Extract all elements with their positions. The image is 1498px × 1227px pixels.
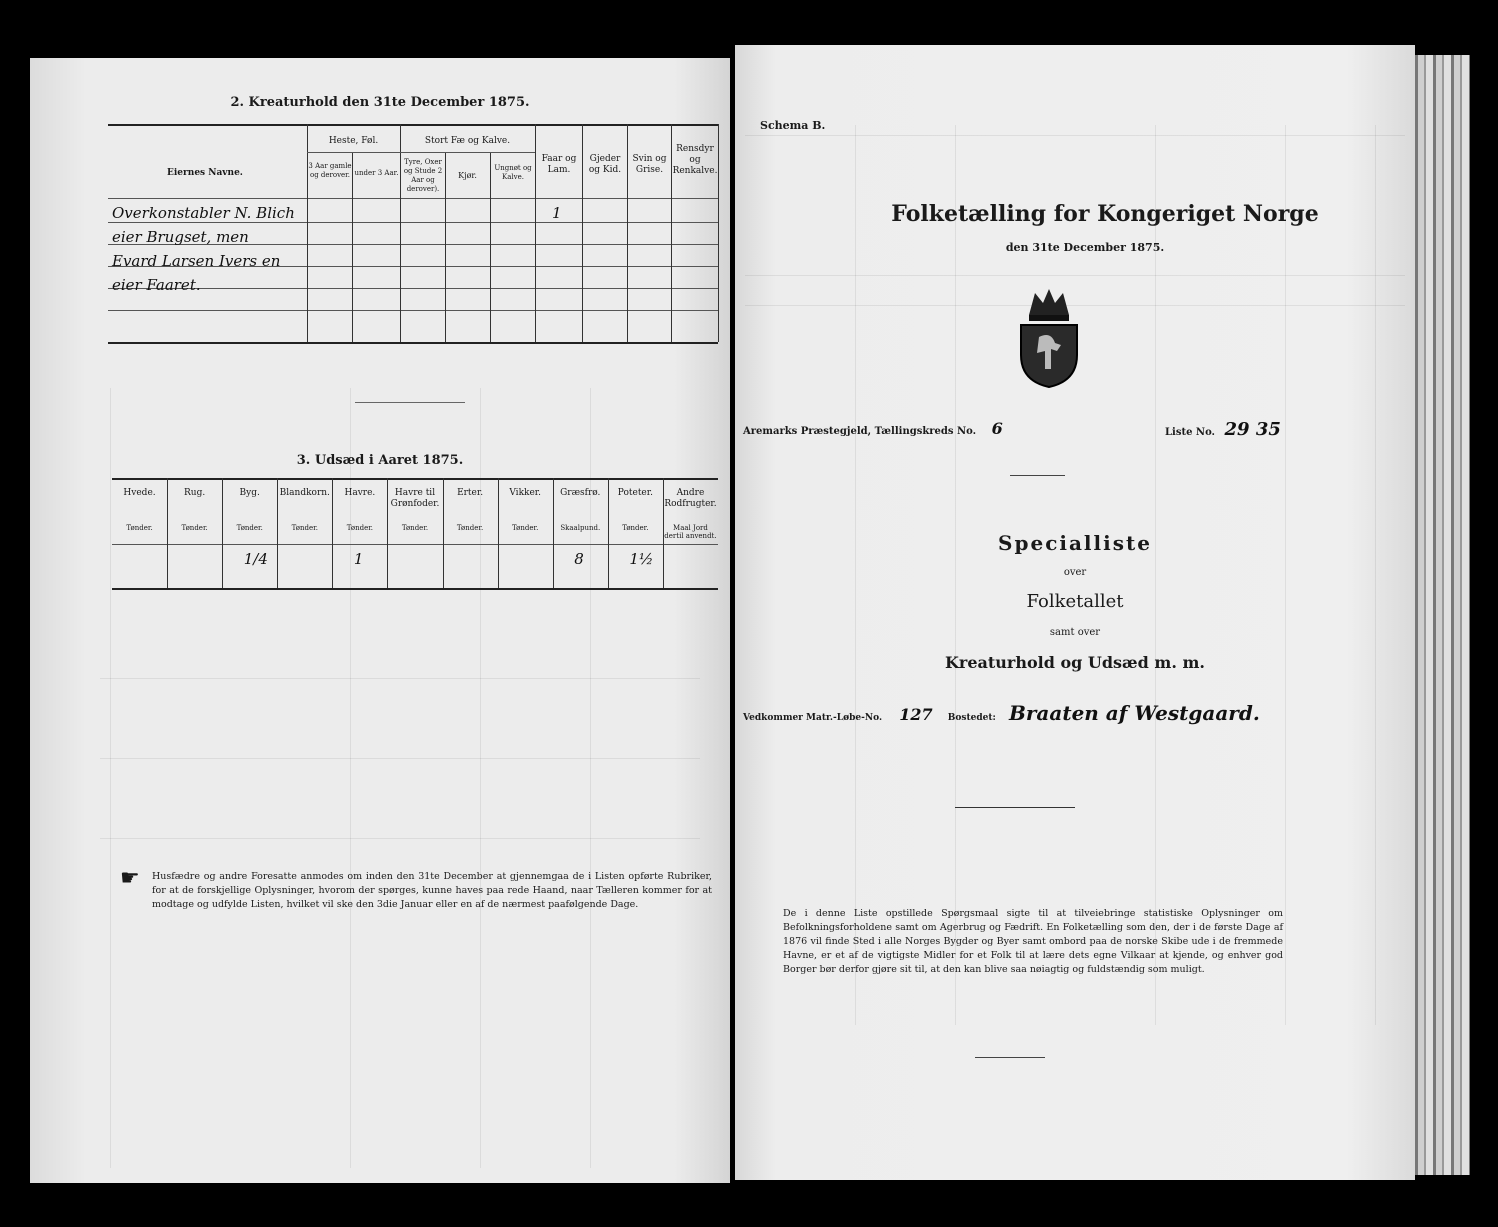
udsaed-unit: Skaalpund. bbox=[560, 524, 601, 532]
udsaed-header: Poteter. bbox=[617, 488, 653, 498]
udsaed-value: 1/4 bbox=[243, 550, 268, 568]
header-cows: Kjør. bbox=[458, 171, 477, 180]
header-owner: Eiernes Navne. bbox=[167, 168, 243, 178]
header-horses: Heste, Føl. bbox=[328, 136, 379, 146]
households-note: Husfædre og andre Foresatte anmodes om inden den 31te December at gjennemgaa de i Listen opførte Rubriker, for at de forskjellige Oplysninger, hvorom der spørges, kunne haves paa rede Haand, naar Tælleren kommer for at modtage og udfylde Listen, hvilket vil ske den 3die Januar eller en af de nærmest paafølgende Dage. bbox=[152, 871, 712, 910]
district-no: 6 bbox=[991, 419, 1003, 438]
udsaed-unit: Tønder. bbox=[126, 524, 153, 532]
udsaed-unit: Maal Jord dertil anvendt. bbox=[664, 524, 717, 540]
udsaed-unit: Tønder. bbox=[181, 524, 208, 532]
header-pigs: Svin og Grise. bbox=[632, 154, 667, 175]
udsaed-header: Græsfrø. bbox=[560, 488, 601, 498]
pointing-hand-icon: ☛ bbox=[120, 866, 140, 891]
bosted-label: Bostedet: bbox=[947, 713, 996, 723]
purpose-footer: De i denne Liste opstillede Spørgsmaal sigte til at tilveiebringe statistiske Oplysninger om Befolkningsforholdene samt om Agerbrug og Fædrift. En Folketælling som den, der i de første Dage af 1876 vil finde Sted i alle Norges Bygder og Byer samt ombord paa de norske Skibe ude i de fremmede Havne, er et af de vigtigste Midler for et Folk til at lære dets egne Vilkaar at kjende, og enhver god Borger bør derfor gjøre sit til, at den kan blive saa nøiagtig og fuldstændig som muligt. bbox=[783, 908, 1283, 975]
samt-over-label: samt over bbox=[1049, 627, 1101, 638]
udsaed-header: Vikker. bbox=[509, 488, 541, 498]
owner-row-4: eier Faaret. bbox=[112, 276, 201, 294]
coat-of-arms-icon bbox=[1011, 285, 1087, 389]
header-young: Ungnøt og Kalve. bbox=[494, 164, 532, 181]
liste-label: Liste No. bbox=[1165, 427, 1216, 438]
census-heading: Folketælling for Kongeriget Norge bbox=[891, 201, 1319, 227]
header-sheep: Faar og Lam. bbox=[541, 154, 577, 175]
header-horses-young: under 3 Aar. bbox=[354, 169, 399, 177]
folketallet-title: Folketallet bbox=[1026, 591, 1124, 612]
header-cattle: Stort Fæ og Kalve. bbox=[424, 136, 511, 146]
udsaed-unit: Tønder. bbox=[512, 524, 539, 532]
udsaed-unit: Tønder. bbox=[456, 524, 484, 532]
matr-line bbox=[743, 701, 1260, 725]
section3-title: 3. Udsæd i Aaret 1875. bbox=[296, 453, 464, 468]
udsaed-value: 1½ bbox=[629, 550, 654, 568]
udsaed-unit: Tønder. bbox=[346, 524, 374, 532]
matr-label: Vedkommer Matr.-Løbe-No. bbox=[743, 713, 883, 723]
udsaed-header: Havre. bbox=[344, 488, 376, 498]
schema-label: Schema B. bbox=[760, 119, 826, 132]
sheep-value: 1 bbox=[552, 204, 562, 222]
udsaed-header: Havre til Grønfoder. bbox=[390, 488, 440, 509]
header-horses-old: 3 Aar gamle og derover. bbox=[308, 162, 352, 179]
udsaed-header: Blandkorn. bbox=[279, 488, 330, 498]
over-label-1: over bbox=[1063, 567, 1087, 578]
udsaed-unit: Tønder. bbox=[236, 524, 263, 532]
matr-value: 127 bbox=[899, 705, 933, 724]
left-page bbox=[30, 58, 730, 1183]
udsaed-header: Hvede. bbox=[123, 488, 156, 498]
kreaturhold-title: Kreaturhold og Udsæd m. m. bbox=[945, 653, 1205, 672]
liste-no: 29 35 bbox=[1224, 419, 1281, 440]
header-bulls: Tyre, Oxer og Stude 2 Aar og derover). bbox=[403, 158, 443, 193]
udsaed-header: Rug. bbox=[184, 488, 206, 498]
header-goats: Gjeder og Kid. bbox=[588, 154, 622, 175]
udsaed-unit: Tønder. bbox=[291, 524, 318, 532]
udsaed-header: Erter. bbox=[457, 488, 484, 498]
owner-row-2: eier Brugset, men bbox=[112, 228, 249, 246]
page-stack-edge bbox=[1415, 55, 1470, 1175]
udsaed-unit: Tønder. bbox=[622, 524, 649, 532]
bosted-value: Braaten af Westgaard. bbox=[1008, 701, 1260, 725]
udsaed-value: 8 bbox=[574, 550, 584, 568]
section2-title: 2. Kreaturhold den 31te December 1875. bbox=[230, 95, 530, 110]
owner-row-1: Overkonstabler N. Blich bbox=[112, 204, 295, 222]
udsaed-unit: Tønder. bbox=[401, 524, 429, 532]
header-reindeer: Rensdyr og Renkalve. bbox=[672, 144, 718, 176]
parish-line bbox=[743, 419, 1003, 438]
specialliste-title: Specialliste bbox=[998, 531, 1152, 555]
census-date: den 31te December 1875. bbox=[1005, 241, 1165, 254]
udsaed-header: Byg. bbox=[239, 488, 260, 498]
liste-line bbox=[1165, 419, 1281, 440]
parish-label: Aremarks Præstegjeld, Tællingskreds No. bbox=[743, 426, 977, 437]
owner-row-3: Evard Larsen Ivers en bbox=[112, 252, 281, 270]
right-page bbox=[735, 45, 1415, 1180]
udsaed-value: 1 bbox=[353, 550, 364, 568]
udsaed-header: Andre Rodfrugter. bbox=[664, 488, 717, 509]
